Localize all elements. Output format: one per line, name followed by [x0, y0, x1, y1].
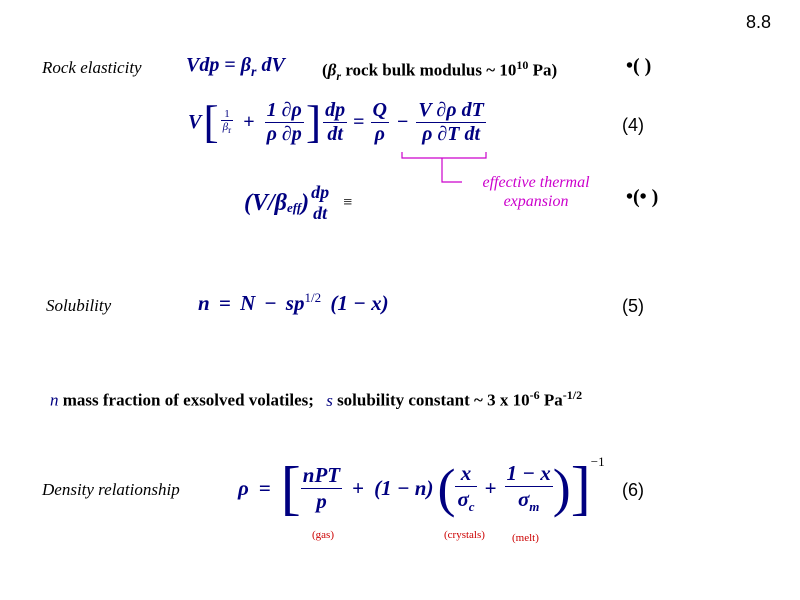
beta-symbol: β — [240, 54, 251, 76]
eq-star-frac: dp dt — [311, 182, 330, 223]
equation-4: V [ $\frac{1}{\beta_r}$ + $\frac{1 \partial\rho}{\rho \partial p}$ ] $\frac{dp}{dt}$ = $\frac{Q}{\rho}$ − $\frac{\text{V ∂ρ dT}}{\text{ρ ∂T dt}}$ — [188, 96, 484, 147]
eq6-frac1: $\frac{\text{nPT}}{p}$ — [302, 462, 341, 513]
eq4-number: (4) — [622, 115, 644, 135]
label-gas: (gas) — [312, 529, 334, 541]
eq-lhs: Vdp — [186, 54, 220, 76]
note-exp: 10 — [516, 58, 529, 72]
label-solubility: Solubility — [46, 296, 112, 315]
label-melt: (melt) — [512, 532, 539, 544]
eq4-frac2: $\frac{dp}{dt}$ — [325, 98, 346, 145]
equation-5: $n = N - sp^{1/2}$ (1 − x) — [198, 290, 389, 315]
eq5-number: (5) — [622, 296, 644, 316]
equation-star: (V/β $_{eff}$ ) dp dt ≡ — [244, 182, 353, 223]
eq-number-placeholder-2: •(• ) — [626, 186, 659, 208]
eq4-frac4: $\frac{\text{V ∂ρ dT}}{\text{ρ ∂T dt}}$ — [418, 98, 484, 145]
beta-subscript: r — [251, 65, 257, 80]
bulk-modulus-note: ($\beta_r$ rock bulk modulus ~ $10^{10}$ Pa) — [322, 58, 558, 84]
eq6-frac2: $\frac{x}{\sigma_c}$ — [457, 460, 475, 515]
eq4-inv-beta: $\frac{1}{\beta_r}$ — [222, 108, 232, 136]
label-density-relationship: Density relationship — [42, 480, 180, 499]
slide-number: 8.8 — [746, 12, 772, 32]
note-open: ( — [322, 60, 328, 80]
note-unit: Pa) — [532, 60, 558, 80]
eq6-number: (6) — [622, 480, 644, 500]
dV-term: dV — [261, 54, 285, 76]
eq4-V: V — [188, 110, 202, 133]
eq-number-placeholder-1: •( ) — [626, 55, 652, 77]
label-crystals: (crystals) — [444, 529, 485, 541]
eq-sign: = — [224, 54, 236, 76]
eq6-frac3: $\frac{1 - x}{\sigma_m}$ — [506, 460, 551, 515]
label-rock-elasticity: Rock elasticity — [42, 58, 142, 77]
note-text: rock bulk modulus ~ 10 — [345, 60, 517, 80]
thermal-expansion-annotation: effective thermal expansion — [482, 174, 590, 210]
eq4-frac1: $\frac{1 \partial\rho}{\rho \partial p}$ — [266, 98, 302, 145]
eq4-frac3: $\frac{Q}{\rho}$ — [372, 98, 387, 145]
equation-6: ρ = [ $\frac{\text{nPT}}{p}$ + (1 − n) ( $\frac{x}{\sigma_c}$ + $\frac{1 - x}{\sigma_m}$ ) ] $^{-1}$ — [238, 454, 605, 521]
definition-line: n mass fraction of exsolved volatiles; s solubility constant ~ 3 x $10^{-6}$ $Pa^{-1/2}$ — [50, 388, 583, 410]
